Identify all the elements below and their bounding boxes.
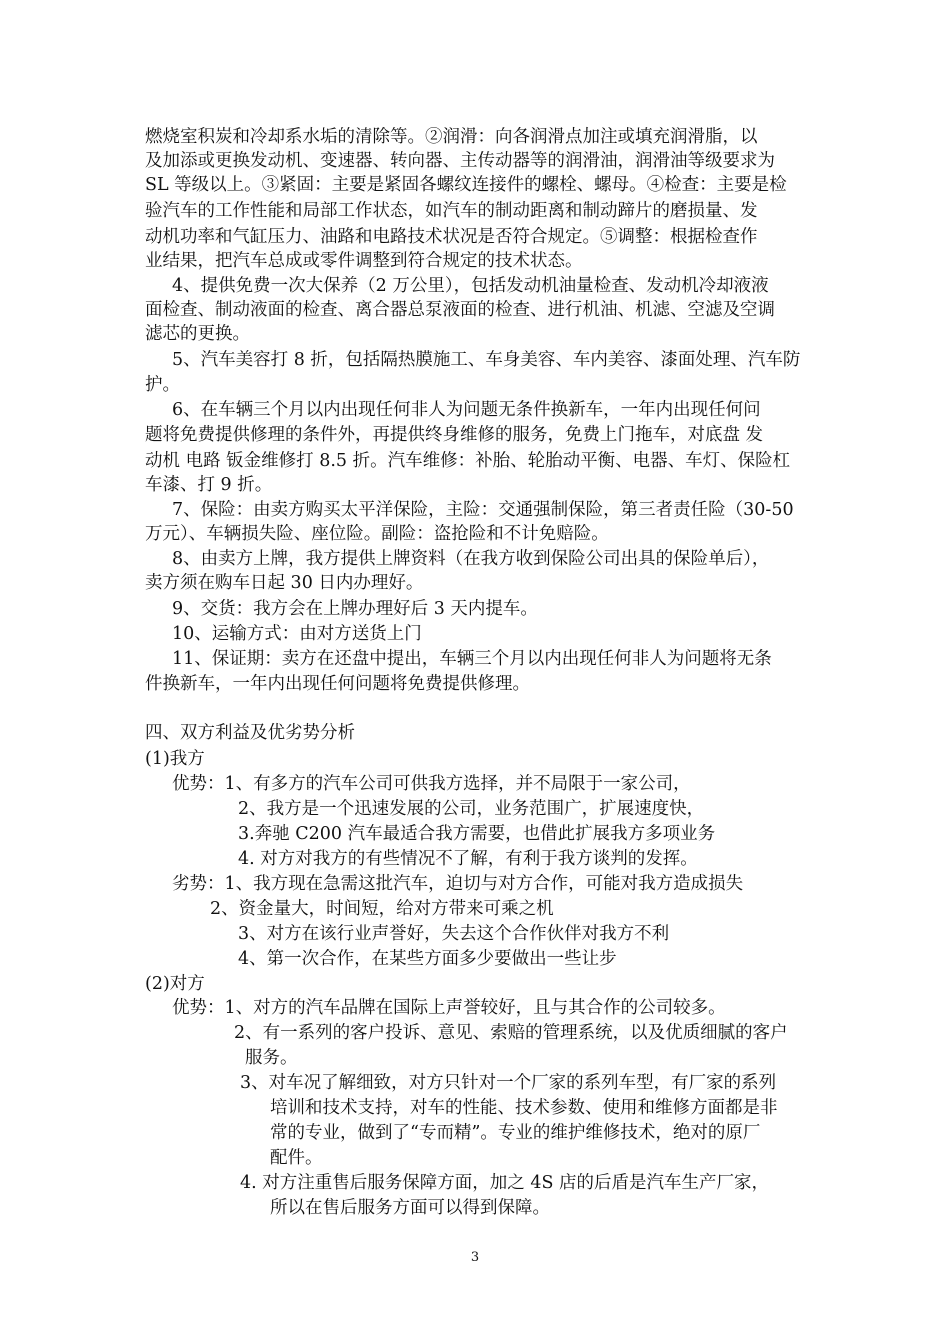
text-line: 车漆、打 9 折。 xyxy=(145,475,273,495)
text-line: 优势：1、对方的汽车品牌在国际上声誉较好，且与其合作的公司较多。 xyxy=(172,998,726,1018)
text-line: 所以在售后服务方面可以得到保障。 xyxy=(270,1198,550,1218)
subsection-label: (2)对方 xyxy=(145,974,205,994)
text-line: 动机功率和气缸压力、油路和电路技术状况是否符合规定。⑤调整：根据检查作 xyxy=(145,227,758,247)
text-line: 2、资金量大，时间短，给对方带来可乘之机 xyxy=(210,899,554,919)
text-line: 2、有一系列的客户投诉、意见、索赔的管理系统，以及优质细腻的客户 xyxy=(234,1023,788,1043)
text-line: 10、运输方式：由对方送货上门 xyxy=(172,624,422,644)
text-line: 5、汽车美容打 8 折，包括隔热膜施工、车身美容、车内美容、漆面处理、汽车防 xyxy=(172,350,801,370)
text-line: 滤芯的更换。 xyxy=(145,324,250,344)
text-line: 动机 电路 钣金维修打 8.5 折。汽车维修：补胎、轮胎动平衡、电器、车灯、保险杠 xyxy=(145,451,791,471)
text-line: 服务。 xyxy=(245,1048,298,1068)
text-line: 万元）、车辆损失险、座位险。副险：盗抢险和不计免赔险。 xyxy=(145,524,609,544)
text-line: 8、由卖方上牌，我方提供上牌资料（在我方收到保险公司出具的保险单后）， xyxy=(172,549,770,569)
text-line: 护。 xyxy=(145,375,180,395)
text-line: 4、第一次合作，在某些方面多少要做出一些让步 xyxy=(238,949,617,969)
text-line: 燃烧室积炭和冷却系水垢的清除等。②润滑：向各润滑点加注或填充润滑脂，以 xyxy=(145,127,758,147)
text-line: 常的专业，做到了“专而精”。专业的维护维修技术，绝对的原厂 xyxy=(270,1123,761,1143)
text-line: 培训和技术支持，对车的性能、技术参数、使用和维修方面都是非 xyxy=(270,1098,778,1118)
text-line: 3、对车况了解细致，对方只针对一个厂家的系列车型，有厂家的系列 xyxy=(240,1073,777,1093)
text-line: 9、交货：我方会在上牌办理好后 3 天内提车。 xyxy=(172,599,538,619)
text-line: 11、保证期：卖方在还盘中提出，车辆三个月以内出现任何非人为问题将无条 xyxy=(172,649,772,669)
text-line: 验汽车的工作性能和局部工作状态，如汽车的制动距离和制动蹄片的磨损量、发 xyxy=(145,201,758,221)
subsection-label: (1)我方 xyxy=(145,749,205,769)
text-line: 件换新车，一年内出现任何问题将免费提供修理。 xyxy=(145,674,530,694)
text-line: 6、在车辆三个月以内出现任何非人为问题无条件换新车，一年内出现任何问 xyxy=(172,400,761,420)
text-line: 优势：1、有多方的汽车公司可供我方选择，并不局限于一家公司， xyxy=(172,774,691,794)
text-line: 7、保险：由卖方购买太平洋保险，主险：交通强制保险，第三者责任险（30-50 xyxy=(172,500,794,520)
text-line: 4. 对方注重售后服务保障方面，加之 4S 店的后盾是汽车生产厂家， xyxy=(240,1173,770,1193)
text-line: 劣势：1、我方现在急需这批汽车，迫切与对方合作，可能对我方造成损失 xyxy=(172,874,744,894)
text-line: SL 等级以上。③紧固：主要是紧固各螺纹连接件的螺栓、螺母。④检查：主要是检 xyxy=(145,175,787,195)
text-line: 3.奔驰 C200 汽车最适合我方需要，也借此扩展我方多项业务 xyxy=(238,824,716,844)
text-line: 3、对方在该行业声誉好，失去这个合作伙伴对我方不利 xyxy=(238,924,670,944)
text-line: 业结果，把汽车总成或零件调整到符合规定的技术状态。 xyxy=(145,251,583,271)
page-number: 3 xyxy=(470,1250,480,1265)
text-line: 2、我方是一个迅速发展的公司，业务范围广，扩展速度快， xyxy=(238,799,705,819)
text-line: 题将免费提供修理的条件外，再提供终身维修的服务，免费上门拖车，对底盘 发 xyxy=(145,425,764,445)
text-line: 4. 对方对我方的有些情况不了解，有利于我方谈判的发挥。 xyxy=(238,849,698,869)
text-line: 面检查、制动液面的检查、离合器总泵液面的检查、进行机油、机滤、空滤及空调 xyxy=(145,300,775,320)
text-line: 4、提供免费一次大保养（2 万公里），包括发动机油量检查、发动机冷却液液 xyxy=(172,276,769,296)
section-heading: 四、双方利益及优劣势分析 xyxy=(145,723,355,743)
text-line: 配件。 xyxy=(270,1148,323,1168)
text-line: 卖方须在购车日起 30 日内办理好。 xyxy=(145,573,424,593)
text-line: 及加添或更换发动机、变速器、转向器、主传动器等的润滑油，润滑油等级要求为 xyxy=(145,151,775,171)
